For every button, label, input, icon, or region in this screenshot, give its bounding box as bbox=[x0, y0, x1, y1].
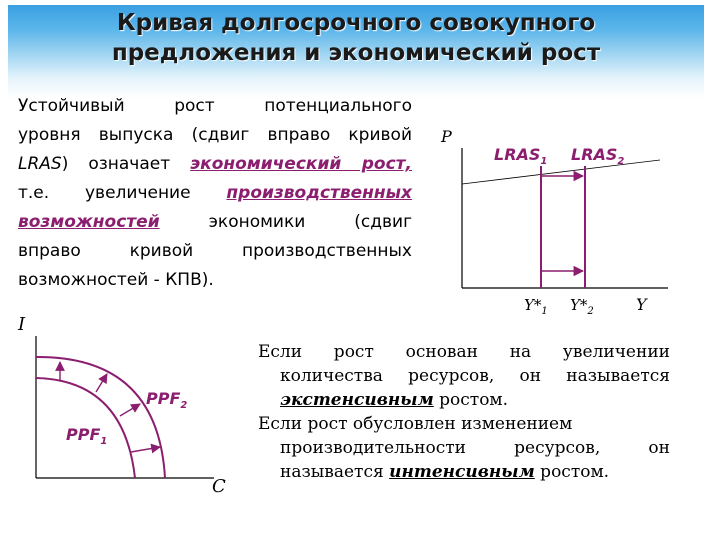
extensive-line-1: Если рост основан на увеличении bbox=[258, 342, 670, 362]
lras1-label: $LRAS_1$ bbox=[494, 145, 548, 167]
y2-tick-label: $Y*_2$ bbox=[570, 296, 594, 317]
possibilities-term: возможностей bbox=[18, 212, 160, 232]
para-line-6: вправо кривой производственных bbox=[18, 241, 412, 261]
para-line-5-text: экономики (сдвиг bbox=[208, 212, 413, 232]
ppf2-curve bbox=[36, 357, 165, 478]
intensive-line-3-text-a: называется bbox=[280, 462, 390, 482]
lras-diagonal bbox=[462, 160, 660, 184]
lras-term: LRAS bbox=[18, 154, 62, 174]
lras2-label: $LRAS_2$ bbox=[571, 145, 625, 167]
ppf2-label: $PPF_2$ bbox=[146, 389, 188, 411]
lras-diagram bbox=[440, 127, 668, 317]
extensive-line-3 bbox=[258, 388, 670, 412]
ppf-diagram bbox=[17, 314, 226, 497]
para-line-4-text: т.е. увеличение bbox=[18, 183, 191, 203]
intensive-line-3 bbox=[258, 460, 670, 484]
lras-y-label: P bbox=[441, 127, 452, 146]
extensive-line-3-text: ростом. bbox=[433, 390, 509, 410]
ppf1-label: $PPF_1$ bbox=[66, 425, 108, 447]
intensive-term: интенсивным bbox=[389, 462, 535, 482]
para-line-7: возможностей - КПВ). bbox=[18, 270, 214, 290]
intensive-line-2: производительности ресурсов, он bbox=[280, 438, 670, 458]
ppf-y-label: I bbox=[18, 314, 26, 335]
economic-growth-term: экономический рост, bbox=[190, 154, 412, 174]
title-line-1: Кривая долгосрочного совокупного bbox=[116, 10, 596, 36]
title-line-2: предложения и экономический рост bbox=[111, 40, 601, 66]
intensive-line-1: Если рост обусловлен изменением bbox=[258, 414, 573, 434]
production-term: производственных bbox=[226, 183, 413, 203]
para-line-2: уровня выпуска (сдвиг вправо кривой bbox=[18, 125, 412, 145]
y1-tick-label: $Y*_1$ bbox=[524, 296, 548, 317]
ppf-shift-arrow-3 bbox=[120, 404, 140, 416]
para-line-1: Устойчивый рост потенциального bbox=[18, 96, 412, 116]
extensive-term: экстенсивным bbox=[280, 390, 434, 410]
extensive-line-2: количества ресурсов, он называется bbox=[280, 366, 670, 386]
lras-x-label: Y bbox=[636, 295, 647, 314]
para-line-3-text: ) означает bbox=[61, 154, 171, 174]
ppf-shift-arrow-2 bbox=[96, 374, 107, 392]
ppf-shift-arrow-4 bbox=[131, 447, 160, 452]
ppf-x-label: C bbox=[212, 476, 226, 497]
growth-types-text bbox=[258, 340, 670, 484]
intensive-line-3-text-b: ростом. bbox=[534, 462, 610, 482]
